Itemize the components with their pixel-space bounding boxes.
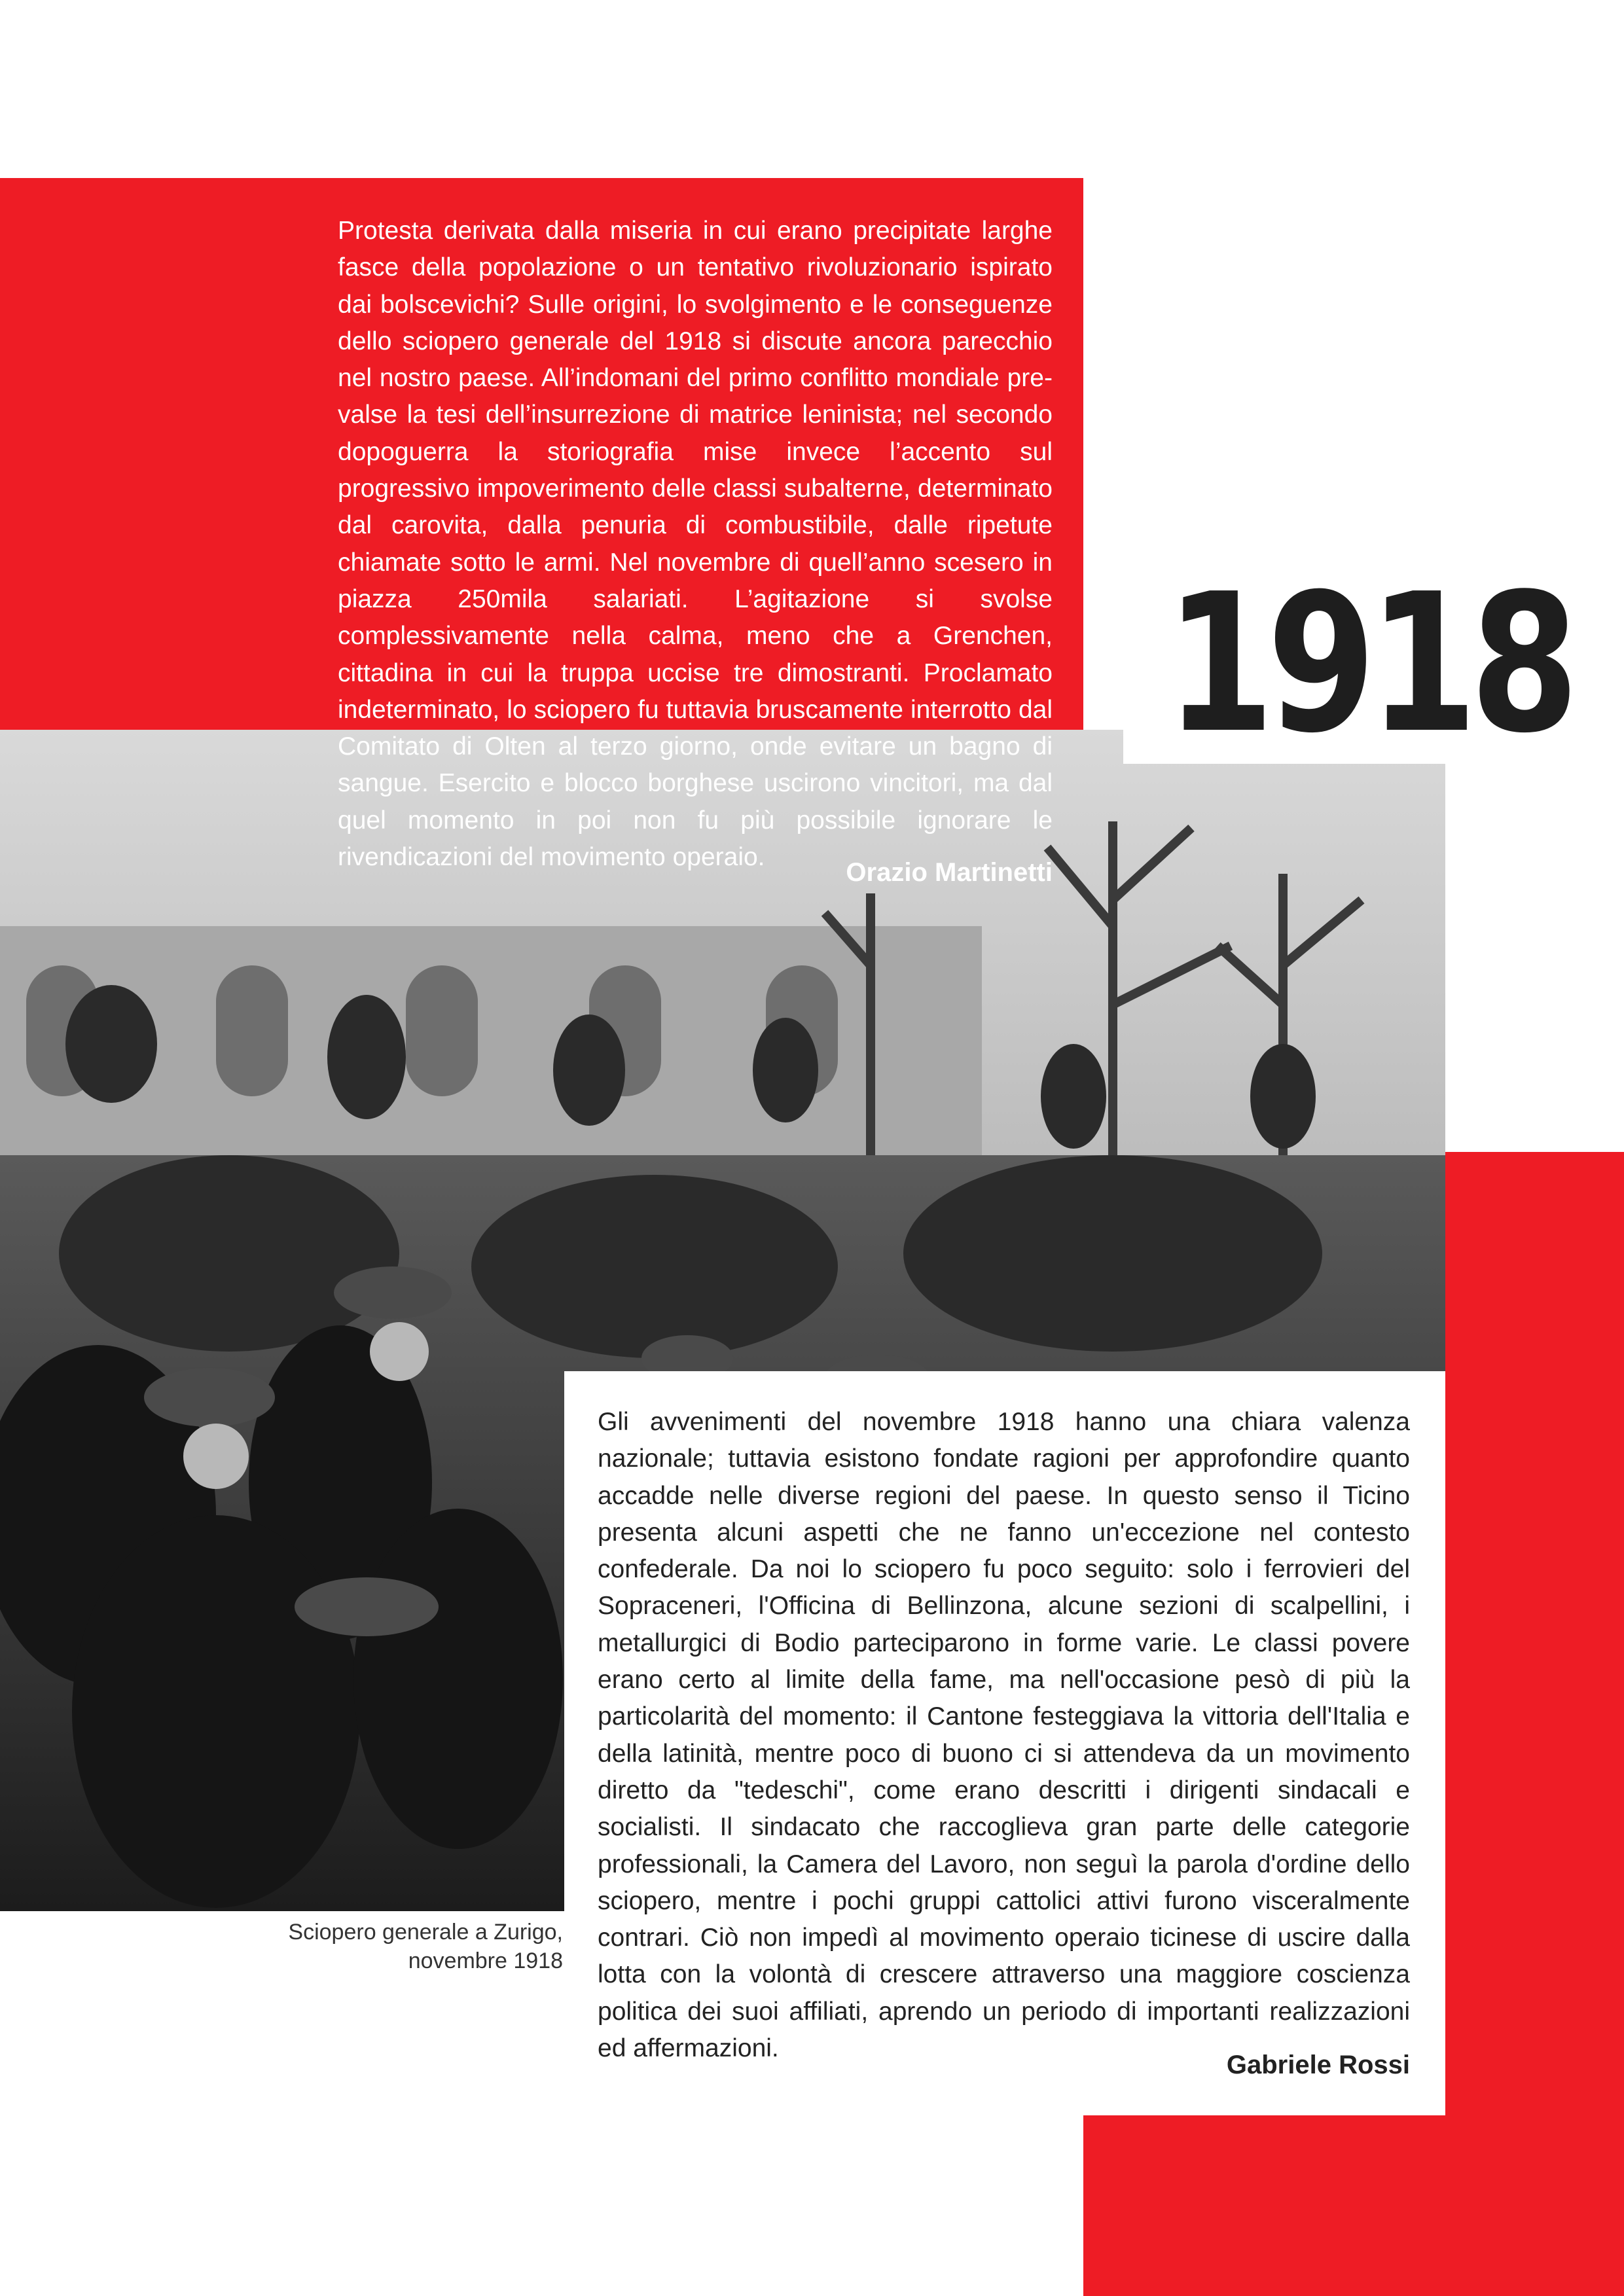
article-bottom-text: Gli avvenimenti del novembre 1918 hanno una chiara valenza nazionale; tuttavia esistono fondate ragioni per approfondire quanto accadde nelle diverse regioni del paese. In questo senso il Ticino presenta alcuni aspetti che ne fanno un'eccezione nel contesto confederale. Da noi lo sciopero fu poco seguito: solo i ferrovieri del Sopraceneri, l'Officina di Bellinzona, alcune sezioni di scalpellini, i metallurgici di Bodio parteciparono in forme varie. Le classi povere erano certo al limite della fame, ma nell'occasione pesò di più la particolarità del momento: il Cantone festeggiava la vittoria dell'Italia e della latinità, mentre poco di buono ci si attendeva da un movimento diretto da "tedeschi", come erano descritti i dirigenti sindacali e socialisti. Il sindacato che raccoglieva gran parte delle categorie professionali, la Camera del Lavoro, non seguì la parola d'ordine dello sciopero, mentre i pochi gruppi cattolici attivi furono visceralmente contrari. Ciò non impedì al movimento operaio ticinese di uscire dalla lotta con la volontà di crescere attraverso una maggiore coscienza politica dei suoi affiliati, aprendo un periodo di importanti realizzazioni ed affermazioni. — [598, 1408, 1410, 2063]
author-top: Orazio Martinetti — [846, 858, 1053, 887]
author-bottom: Gabriele Rossi — [1226, 2051, 1410, 2079]
photo-caption-line2: novembre 1918 — [408, 1948, 563, 1973]
year-heading: 1918 — [1165, 552, 1572, 775]
article-top-text: Protesta derivata dalla miseria in cui erano precipitate larghe fasce della popolazione o un tentativo rivoluzionario ispirato dai bolscevichi? Sulle origini, lo svolgimento e le conseguenze dello sciopero generale del 1918 si discute ancora parecchio nel nostro paese. All’indomani del primo conflitto mondiale prevalse la tesi dell’insurrezione di matrice leninista; nel secondo dopoguerra la storiografia mise invece l’accento sul progressivo impoverimento delle classi subalterne, determinato dal carovita, dalla penuria di combustibile, dalle ripetute chiamate sotto le armi. Nel novembre di quell’anno scesero in piazza 250mila salariati. L’agitazione si svolse complessivamente nella calma, meno che a Grenchen, cittadina in cui la truppa uccise tre dimostranti. Proclamato indeterminato, lo sciopero fu tuttavia bruscamente interrotto dal Comitato di Olten al terzo giorno, onde evitare un bagno di sangue. Esercito e blocco borghese uscirono vincitori, ma dal quel momento in poi non fu più possibile ignorare le rivendicazioni del movimento operaio. — [338, 217, 1053, 872]
red-block-bottom — [1083, 2115, 1624, 2296]
photo-caption — [196, 1918, 563, 1975]
photo-caption-line1: Sciopero generale a Zurigo, — [288, 1920, 563, 1945]
